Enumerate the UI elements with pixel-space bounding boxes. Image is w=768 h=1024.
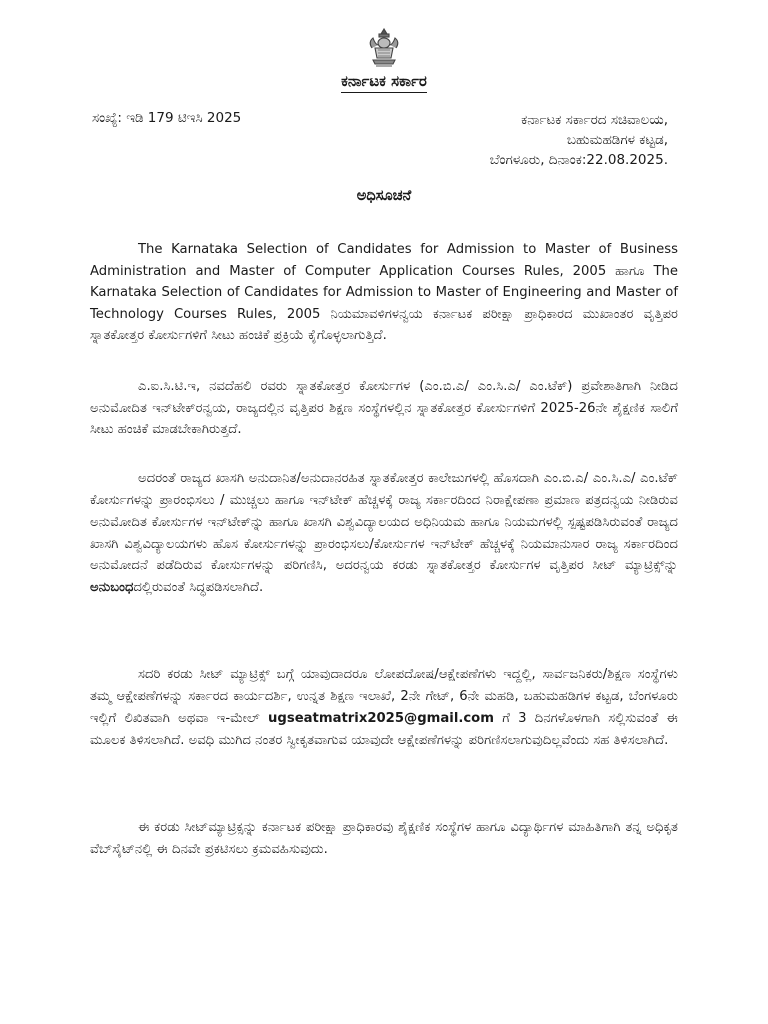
paragraph-3 xyxy=(90,468,678,599)
paragraph-4-text: ಸದರಿ ಕರಡು ಸೀಟ್ ಮ್ಯಾಟ್ರಿಕ್ಸ್ ಬಗ್ಗೆ ಯಾವುದಾದರೂ ಲೋಪದೋಷ/ಆಕ್ಷೇಪಣೆಗಳು ಇದ್ದಲ್ಲಿ, ಸಾರ್ವಜನಿಕರು/ಶಿಕ್ಷಣ ಸಂಸ್ಥೆಗಳು ತಮ್ಮ ಆಕ್ಷೇಪಣೆಗಳನ್ನು ಸರ್ಕಾರದ ಕಾರ್ಯದರ್ಶಿ, ಉನ್ನತ ಶಿಕ್ಷಣ ಇಲಾಖೆ, 2ನೇ ಗೇಟ್, 6ನೇ ಮಹಡಿ, ಬಹುಮಹಡಿಗಳ ಕಟ್ಟಡ, ಬೆಂಗಳೂರು ಇಲ್ಲಿಗೆ ಲಿಖಿತವಾಗಿ ಅಥವಾ ಇ-ಮೇಲ್ xyxy=(90,667,678,726)
reference-number: ಸಂಖ್ಯೆ: ಇಡಿ 179 ಟಿಇಸಿ 2025 xyxy=(92,110,242,126)
paragraph-2: ಎ.ಐ.ಸಿ.ಟಿ.ಇ, ನವದೆಹಲಿ ರವರು ಸ್ನಾತಕೋತ್ತರ ಕೋರ್ಸುಗಳ (ಎಂ.ಬಿ.ಎ/ ಎಂ.ಸಿ.ಎ/ ಎಂ.ಟೆಕ್) ಪ್ರವೇಶಾತಿಗಾಗಿ ನೀಡಿದ ಅನುಮೋದಿತ ಇನ್‌ಟೇಕ್‌ರನ್ವಯ, ರಾಜ್ಯದಲ್ಲಿನ ವೃತ್ತಿಪರ ಶಿಕ್ಷಣ ಸಂಸ್ಥೆಗಳಲ್ಲಿನ ಸ್ನಾತಕೋತ್ತರ ಕೋರ್ಸುಗಳಿಗೆ 2025-26ನೇ ಶೈಕ್ಷಣಿಕ ಸಾಲಿಗೆ ಸೀಟು ಹಂಚಿಕೆ ಮಾಡಬೇಕಾಗಿರುತ್ತದೆ. xyxy=(90,379,678,438)
address-line-1: ಕರ್ನಾಟಕ ಸರ್ಕಾರದ ಸಚಿವಾಲಯ, xyxy=(521,112,668,128)
office-address xyxy=(490,110,668,170)
notice-title: ಅಧಿಸೂಚನೆ xyxy=(356,188,412,204)
government-title-text: ಕರ್ನಾಟಕ ಸರ್ಕಾರ xyxy=(341,72,427,93)
paragraph-1: The Karnataka Selection of Candidates for Admission to Master of Business Administration and Master of Computer Application Courses Rules, 2005 ಹಾಗೂ The Karnataka Selection of Candidates for Admission to Master of Engineering and Master of Technology Courses Rules, 2005 ನಿಯಮಾವಳಿಗಳನ್ವಯ ಕರ್ನಾಟಕ ಪರೀಕ್ಷಾ ಪ್ರಾಧಿಕಾರದ ಮುಖಾಂತರ ವೃತ್ತಿಪರ ಸ್ನಾತಕೋತ್ತರ ಕೋರ್ಸುಗಳಿಗೆ ಸೀಟು ಹಂಚಿಕೆ ಪ್ರಕ್ರಿಯೆ ಕೈಗೊಳ್ಳಲಾಗುತ್ತಿದೆ. xyxy=(90,242,678,344)
paragraph-3-tail: ದಲ್ಲಿರುವಂತೆ ಸಿದ್ಧಪಡಿಸಲಾಗಿದೆ. xyxy=(133,580,264,596)
annexure-label: ಅನುಬಂಧ xyxy=(90,580,134,596)
government-title xyxy=(0,72,768,90)
paragraph-3-text: ಅದರಂತೆ ರಾಜ್ಯದ ಖಾಸಗಿ ಅನುದಾನಿತ/ಅನುದಾನರಹಿತ ಸ್ನಾತಕೋತ್ತರ ಕಾಲೇಜುಗಳಲ್ಲಿ ಹೊಸದಾಗಿ ಎಂ.ಬಿ.ಎ/ ಎಂ.ಸಿ.ಎ/ ಎಂ.ಟೆಕ್ ಕೋರ್ಸುಗಳನ್ನು ಪ್ರಾರಂಭಿಸಲು / ಮುಚ್ಚಲು ಹಾಗೂ ಇನ್‌ಟೇಕ್ ಹೆಚ್ಚಳಕ್ಕೆ ರಾಜ್ಯ ಸರ್ಕಾರದಿಂದ ನಿರಾಕ್ಷೇಪಣಾ ಪ್ರಮಾಣ ಪತ್ರದನ್ವಯ ನೀಡಿರುವ ಅನುಮೋದಿತ ಕೋರ್ಸುಗಳ ಇನ್‌ಟೇಕ್‌ನ್ನು ಹಾಗೂ ಖಾಸಗಿ ವಿಶ್ವವಿದ್ಯಾಲಯದ ಅಧಿನಿಯಮ ಹಾಗೂ ನಿಯಮಗಳಲ್ಲಿ ಸ್ಪಷ್ಟಪಡಿಸಿರುವಂತೆ ರಾಜ್ಯದ ಖಾಸಗಿ ವಿಶ್ವವಿದ್ಯಾಲಯಗಳು ಹೊಸ ಕೋರ್ಸುಗಳನ್ನು ಪ್ರಾರಂಭಿಸಲು/ಕೋರ್ಸುಗಳ ಇನ್‌ಟೇಕ್ ಹೆಚ್ಚಳಕ್ಕೆ ನಿಯಮಾನುಸಾರ ರಾಜ್ಯ ಸರ್ಕಾರದಿಂದ ಅನುಮೋದನೆ ಪಡೆದಿರುವ ಕೋರ್ಸುಗಳನ್ನು ಪರಿಗಣಿಸಿ, ಅದರನ್ವಯ ಕರಡು ಸ್ನಾತಕೋತ್ತರ ಕೋರ್ಸುಗಳ ವೃತ್ತಿಪರ ಸೀಟ್ ಮ್ಯಾಟ್ರಿಕ್ಸ್‌ನ್ನು xyxy=(90,471,678,574)
paragraph-4 xyxy=(90,664,678,751)
address-line-2: ಬಹುಮಹಡಿಗಳ ಕಟ್ಟಡ, xyxy=(566,132,668,148)
paragraph-4-tail: ಗೆ 3 ದಿನಗಳೊಳಗಾಗಿ ಸಲ್ಲಿಸುವಂತೆ ಈ ಮೂಲಕ ತಿಳಿಸಲಾಗಿದೆ. ಅವಧಿ ಮುಗಿದ ನಂತರ ಸ್ವೀಕೃತವಾಗುವ ಯಾವುದೇ ಆಕ್ಷೇಪಣೆಗಳನ್ನು ಪರಿಗಣಿಸಲಾಗುವುದಿಲ್ಲವೆಂದು ಸಹ ತಿಳಿಸಲಾಗಿದೆ. xyxy=(90,710,678,748)
karnataka-emblem-icon xyxy=(364,26,404,70)
address-line-3: ಬೆಂಗಳೂರು, ದಿನಾಂಕ:22.08.2025. xyxy=(489,152,668,168)
paragraph-5: ಈ ಕರಡು ಸೀಟ್‌ಮ್ಯಾಟ್ರಿಕ್ಸನ್ನು ಕರ್ನಾಟಕ ಪರೀಕ್ಷಾ ಪ್ರಾಧಿಕಾರವು ಶೈಕ್ಷಣಿಕ ಸಂಸ್ಥೆಗಳ ಹಾಗೂ ವಿದ್ಯಾರ್ಥಿಗಳ ಮಾಹಿತಿಗಾಗಿ ತನ್ನ ಅಧಿಕೃತ ವೆಬ್‌ಸೈಟ್‌ನಲ್ಲಿ ಈ ದಿನವೇ ಪ್ರಕಟಿಸಲು ಕ್ರಮವಹಿಸುವುದು. xyxy=(90,820,678,857)
objection-email-link[interactable]: ugseatmatrix2025@gmail.com xyxy=(268,710,494,726)
